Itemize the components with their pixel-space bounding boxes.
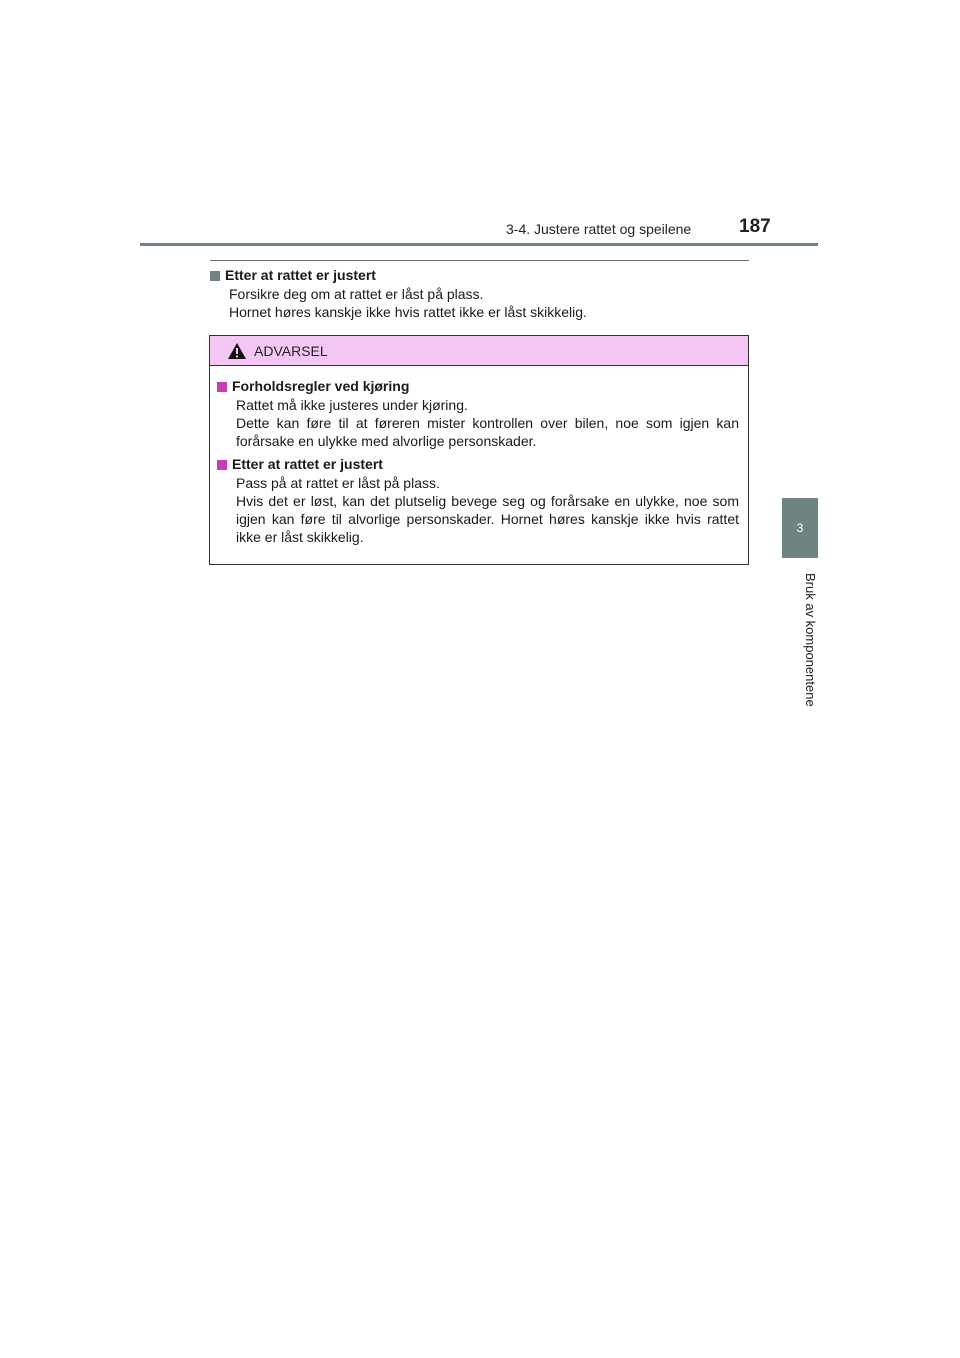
intro-heading: [210, 267, 750, 284]
warning-item-heading-text: Etter at rattet er justert: [232, 456, 383, 472]
square-bullet-icon: [217, 382, 227, 392]
warning-item: [217, 456, 739, 546]
warning-body: [210, 366, 748, 546]
chapter-side-label: [782, 565, 818, 715]
chapter-tab: 3: [782, 498, 818, 558]
warning-box: [209, 335, 749, 565]
warning-item-line-1: Pass på at rattet er låst på plass.: [236, 475, 440, 491]
warning-item-heading: [217, 456, 739, 473]
intro-section: [210, 267, 750, 321]
warning-item-body: [217, 474, 739, 546]
warning-item-line-2: Hvis det er løst, kan det plutselig bevege seg og forårsake en ulykke, noe som igjen kan føre til alvorlige personskader. Hornet høres kanskje ikke hvis rattet ikke er låst skikkelig.: [236, 493, 739, 545]
intro-line-1: Forsikre deg om at rattet er låst på plass.: [229, 286, 484, 302]
intro-line-2: Hornet høres kanskje ikke hvis rattet ikke er låst skikkelig.: [229, 304, 587, 320]
warning-item-body: [217, 396, 739, 450]
warning-item-heading-text: Forholdsregler ved kjøring: [232, 378, 410, 394]
chapter-side-label-text: Bruk av komponentene: [803, 573, 818, 707]
section-divider: [210, 260, 749, 261]
warning-item-line-1: Rattet må ikke justeres under kjøring.: [236, 397, 468, 413]
warning-triangle-icon: [227, 342, 247, 360]
page-number: 187: [739, 216, 771, 237]
warning-item-heading: [217, 378, 739, 395]
header-rule: [140, 243, 818, 246]
intro-heading-text: Etter at rattet er justert: [225, 267, 376, 283]
square-bullet-icon: [210, 271, 220, 281]
warning-title: ADVARSEL: [254, 342, 328, 359]
page-header-section-title: 3-4. Justere rattet og speilene: [506, 221, 692, 237]
warning-header: [210, 336, 748, 366]
intro-body: [210, 285, 750, 321]
square-bullet-icon: [217, 460, 227, 470]
warning-item: [217, 378, 739, 450]
warning-item-line-2: Dette kan føre til at føreren mister kontrollen over bilen, noe som igjen kan forårsake en ulykke med alvorlige personskader.: [236, 415, 739, 449]
